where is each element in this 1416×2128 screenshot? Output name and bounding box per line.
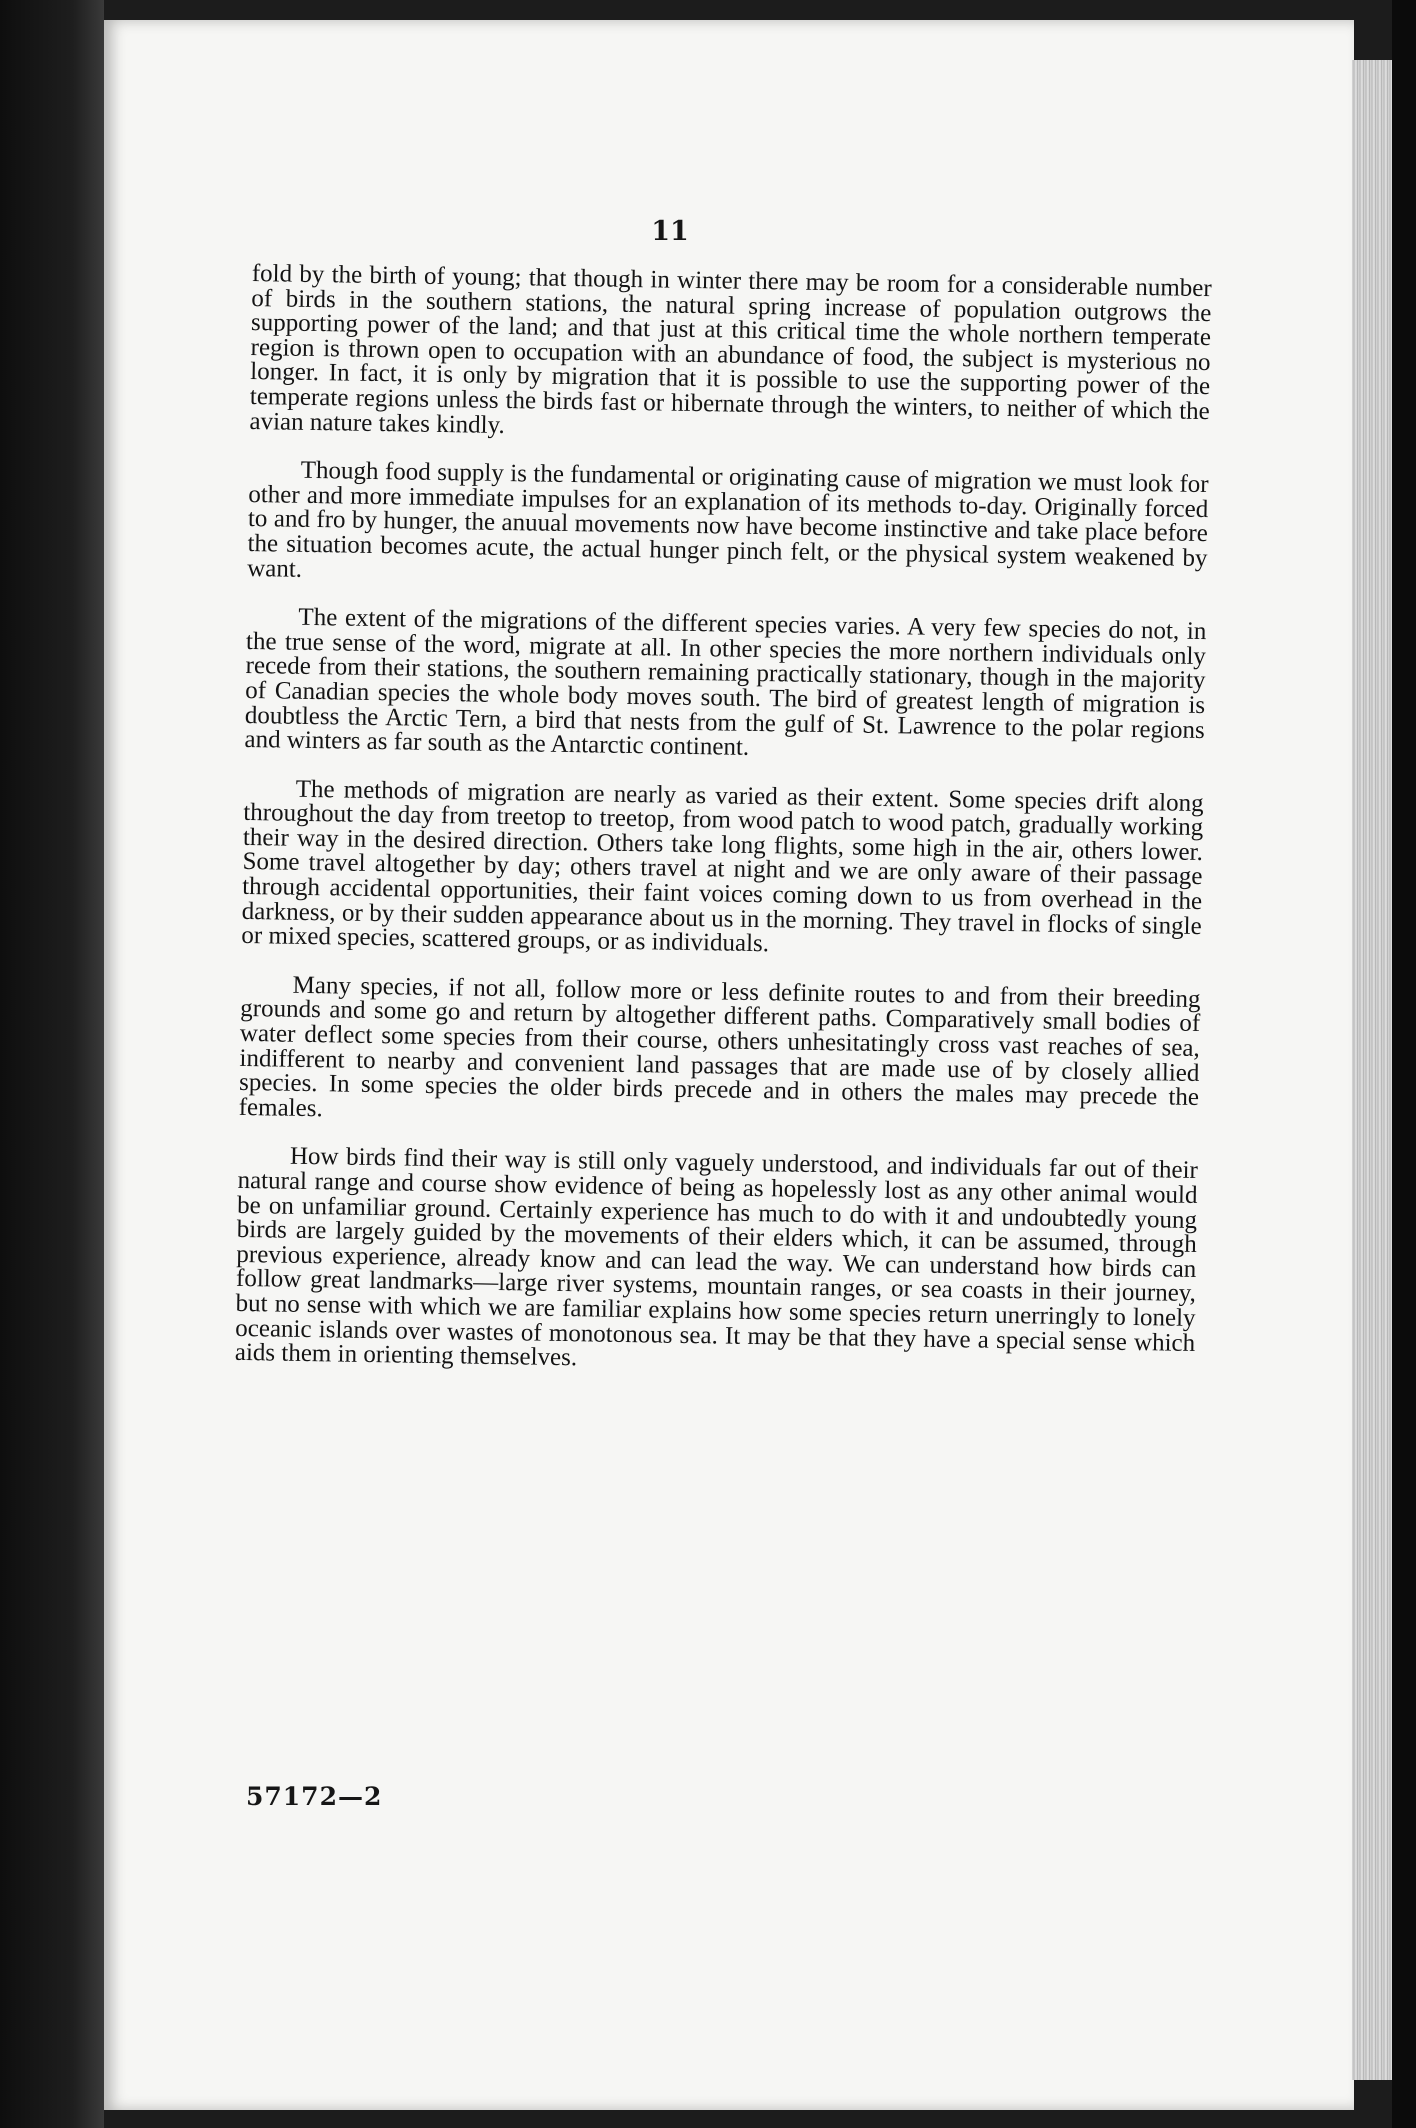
page-number: 11 bbox=[651, 216, 689, 247]
body-text bbox=[234, 262, 1212, 1405]
paragraph-continued: fold by the birth of young; that though in winter there may be room for a considerable number of birds in the southern stations, the natural spring increase of population outgrows the supporting power of the land; and that just at this critical time the whole northern temperate region is thrown open to occupation with an abundance of food, the subject is mysterious no longer. In fact, it is only by migration that it is possible to use the supporting power of the temperate regions unless the birds fast or hibernate through the winters, to neither of which the avian nature takes kindly. bbox=[249, 260, 1212, 439]
paragraph: The extent of the migrations of the different species varies. A very few species do not, in the true sense of the word, migrate at all. In other species the more northern individuals only recede from their stations, the southern remaining practically stationary, though in the majority of Canadian species the whole body moves south. The bird of greatest length of migration is doubtless the Arctic Tern, a bird that nests from the gulf of St. Lawrence to the polar regions and winters as far south as the Antarctic continent. bbox=[244, 603, 1207, 761]
scan-border bbox=[1392, 0, 1416, 2128]
page-edges bbox=[1352, 60, 1392, 2080]
printer-signature: 57172—2 bbox=[246, 1782, 383, 1811]
book-gutter bbox=[0, 0, 104, 2128]
paragraph: How birds find their way is still only vaguely understood, and individuals far out of their natural range and course show evidence of being as hopelessly lost as any other animal would be on unfamiliar ground. Certainly experience has much to do with it and undoubtedly young birds are largely guided by the movements of their elders which, it can be assumed, through previous experience, already know and can lead the way. We can understand how birds can follow great landmarks—large river systems, mountain ranges, or sea coasts in their journey, but no sense with which we are familiar explains how some species return unerringly to lonely oceanic islands over wastes of monotonous sea. It may be that they have a special sense which aids them in orienting themselves. bbox=[234, 1143, 1199, 1372]
paragraph: Many species, if not all, follow more or less definite routes to and from their breeding grounds and some go and return by altogether different paths. Comparatively small bodies of water deflect some species from their course, others unhesitatingly cross vast reaches of sea, indifferent to nearby and convenient land passages that are made use of by closely allied species. In some species the older birds precede and in others the males may precede the females. bbox=[238, 971, 1201, 1123]
paragraph: Though food supply is the fundamental or originating cause of migration we must look for other and more immediate impulses for an explanation of its methods to-day. Originally forced to and fro by hunger, the anuual movements now have become instinctive and take place before the situation becomes acute, the actual hunger pinch felt, or the physical system weakened by want. bbox=[246, 456, 1209, 583]
paragraph: The methods of migration are nearly as varied as their extent. Some species drift along throughout the day from treetop to treetop, from wood patch to wood patch, gradually working their way in the desired direction. Others take long flights, some high in the air, others lower. Some travel altogether by day; others travel at night and we are only aware of their passage through accidental opportunities, their faint voices coming down to us from overhead in the darkness, or by their sudden appearance about us in the morning. They travel in flocks of single or mixed species, scattered groups, or as individuals. bbox=[241, 775, 1204, 958]
